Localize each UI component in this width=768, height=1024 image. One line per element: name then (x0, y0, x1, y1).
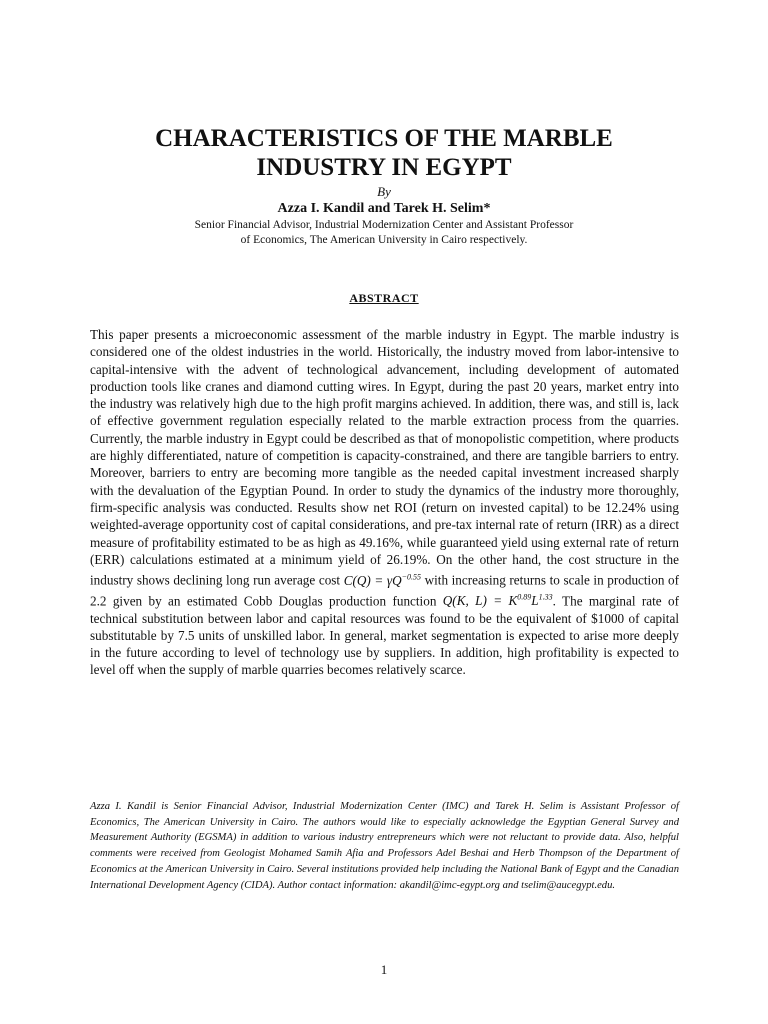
capital-exponent: 0.89 (517, 592, 532, 602)
production-function-base: Q(K, L) = K (442, 593, 518, 609)
by-line: By (377, 184, 391, 199)
cost-function-exponent: −0.55 (401, 572, 421, 582)
abstract-part-3: . The marginal rate of technical substitution between labor and capital resources was found to be the equivalent of $1000 of capital substitutable by 7.5 units of unskilled labor. In general, market segmentation is expected to arise more deeply in the future according to level of technology use by suppliers. In addition, high profitability is expected to level off when the supply of marble quarries becomes relatively scarce. (90, 593, 679, 678)
cost-function-base: C(Q) = γQ (343, 572, 402, 588)
abstract-part-1: This paper presents a microeconomic assessment of the marble industry in Egypt. The marble industry is considered one of the oldest industries in the world. Historically, the industry moved from labor-intensive to capital-intensive with the advent of technological advancement, including development of automated production tools like cranes and diamond cutting wires. In Egypt, during the past 20 years, market entry into the industry was relatively high due to the high profit margins achieved. In addition, there was, and still is, lack of effective government regulation especially related to the marble extraction process from the quarries. Currently, the marble industry in Egypt could be described as that of monopolistic competition, where products are highly differentiated, nature of competition is capacity-constrained, and there are tangible barriers to entry. Moreover, barriers to entry are becoming more tangible as the needed capital investment increased sharply with the devaluation of the Egyptian Pound. In order to study the dynamics of the industry more thoroughly, firm-specific analysis was conducted. Results show net ROI (return on invested capital) to be 12.24% using weighted-average opportunity cost of capital considerations, and pre-tax internal rate of return (IRR) as a direct measure of profitability estimated to be as high as 49.16%, while guaranteed yield using external rate of return (ERR) calculations estimated at a minimum yield of 26.19%. On the other hand, the cost structure in the industry shows declining long run average cost (90, 327, 679, 588)
title-line-2: INDUSTRY IN EGYPT (256, 154, 512, 181)
affiliation-line-1: Senior Financial Advisor, Industrial Modernization Center and Assistant Professor (194, 219, 574, 231)
labor-exponent: 1.33 (538, 592, 553, 602)
abstract-part-2: with increasing returns to scale in production of 2.2 given by an estimated Cobb Douglas production function (90, 572, 679, 609)
title-line-1: CHARACTERISTICS OF THE MARBLE (155, 125, 613, 152)
page-number: 1 (380, 962, 388, 977)
author-footnote: Azza I. Kandil is Senior Financial Advisor, Industrial Modernization Center (IMC) and Tarek H. Selim is Assistant Professor of Economics, The American University in Cairo. The authors would like to especially acknowledge the Egyptian General Survey and Measurement Authority (EGSMA) in addition to various industry entrepreneurs which were not reluctant to provide data. Also, helpful comments were received from Geologist Mohamed Samih Afia and Professors Adel Beshai and Herb Thompson of the Department of Economics at the American University in Cairo. Several institutions provided help including the National Bank of Egypt and the Canadian International Development Agency (CIDA). Author contact information: akandil@imc-egypt.org and tselim@aucegypt.edu. (90, 801, 679, 891)
paper-title (0, 124, 768, 182)
author-affiliation (0, 218, 768, 248)
abstract-body (90, 326, 679, 679)
author-names: Azza I. Kandil and Tarek H. Selim* (277, 201, 491, 216)
cost-function-formula (344, 573, 421, 588)
labor-symbol: L (531, 593, 539, 609)
affiliation-line-2: of Economics, The American University in Cairo respectively. (240, 234, 528, 246)
abstract-heading: ABSTRACT (349, 291, 419, 305)
production-function-formula (443, 593, 553, 608)
